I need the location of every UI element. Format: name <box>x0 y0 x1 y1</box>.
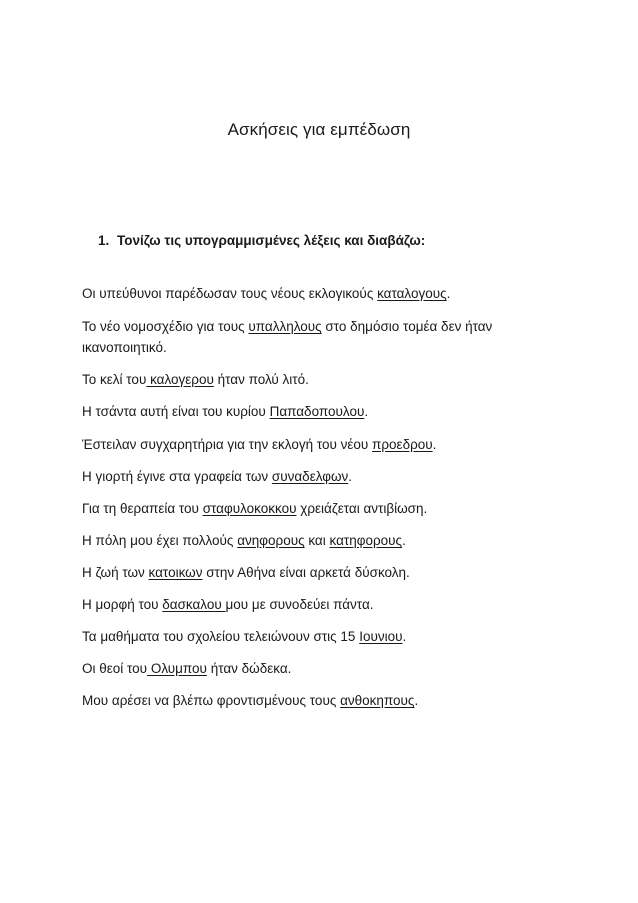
sentence <box>82 628 406 646</box>
underlined-word: Ιουνιου <box>359 629 403 644</box>
underlined-word: προεδρου <box>372 437 433 452</box>
underlined-word: ανθοκηπους <box>340 693 415 708</box>
sentence-text: Για τη θεραπεία του <box>82 501 203 516</box>
underlined-word: σταφυλοκοκκου <box>202 501 297 516</box>
sentence-text: Το νέο νομοσχέδιο για τους <box>82 319 249 334</box>
sentence-text: Η μορφή του <box>82 597 163 612</box>
sentence-text: Η πόλη μου έχει πολλούς <box>82 533 238 548</box>
sentence-text: Τα μαθήματα του σχολείου τελειώνουν στις 15 <box>82 629 360 644</box>
sentence <box>82 468 352 486</box>
sentence <box>82 596 374 614</box>
sentence-text: μου με συνοδεύει πάντα. <box>225 597 374 612</box>
underlined-word: υπαλληλους <box>248 319 322 334</box>
sentence <box>82 403 368 421</box>
page-title: Ασκήσεις για εμπέδωση <box>227 120 411 139</box>
underlined-word: ανηφορους <box>237 533 305 548</box>
sentence-text: ήταν δώδεκα. <box>206 661 292 676</box>
sentence <box>82 318 492 336</box>
sentence-text: και <box>304 533 330 548</box>
sentence-text: Οι θεοί του <box>82 661 148 676</box>
sentence-text: Μου αρέσει να βλέπω φροντισμένους τους <box>82 693 341 708</box>
sentence <box>82 285 450 303</box>
underlined-word: καταλογους <box>377 286 447 301</box>
sentence-text: ήταν πολύ λιτό. <box>213 372 309 387</box>
exercise-heading <box>98 233 426 248</box>
sentence-text: Έστειλαν συγχαρητήρια για την εκλογή του νέου <box>82 437 373 452</box>
sentence-text: στην Αθήνα είναι αρκετά δύσκολη. <box>202 565 410 580</box>
sentence-text: ικανοποιητικό. <box>82 340 167 355</box>
sentence-text: χρειάζεται αντιβίωση. <box>296 501 428 516</box>
sentence-text: . <box>414 693 419 708</box>
underlined-word: Παπαδοπουλου <box>269 404 365 419</box>
sentence-text: Οι υπεύθυνοι παρέδωσαν τους νέους εκλογικούς <box>82 286 378 301</box>
underlined-word: κατηφορους <box>329 533 403 548</box>
underlined-word: καλογερου <box>146 372 214 387</box>
sentence <box>82 564 410 582</box>
sentence-text: . <box>364 404 369 419</box>
sentence <box>82 371 309 389</box>
sentence-text: . <box>446 286 451 301</box>
sentence-text: στο δημόσιο τομέα δεν ήταν <box>321 319 493 334</box>
sentence <box>82 500 427 518</box>
sentence <box>82 660 291 678</box>
exercise-number: 1. <box>98 233 110 248</box>
sentence-text: Η τσάντα αυτή είναι του κυρίου <box>82 404 270 419</box>
sentence <box>82 692 418 710</box>
sentence <box>82 436 436 454</box>
sentence-text: Το κελί του <box>82 372 147 387</box>
underlined-word: Ολυμπου <box>147 661 207 676</box>
sentence-text: . <box>348 469 353 484</box>
underlined-word: συναδελφων <box>271 469 349 484</box>
sentence-text: . <box>402 533 406 548</box>
underlined-word: δασκαλου <box>162 597 226 612</box>
sentence <box>82 532 406 550</box>
underlined-word: κατοικων <box>148 565 203 580</box>
sentence-text: Η ζωή των <box>82 565 149 580</box>
sentence-text: . <box>432 437 437 452</box>
sentence-text: . <box>402 629 407 644</box>
exercise-instruction: Τονίζω τις υπογραμμισμένες λέξεις και διαβάζω: <box>117 233 426 248</box>
sentence <box>82 339 167 357</box>
sentence-text: Η γιορτή έγινε στα γραφεία των <box>82 469 272 484</box>
